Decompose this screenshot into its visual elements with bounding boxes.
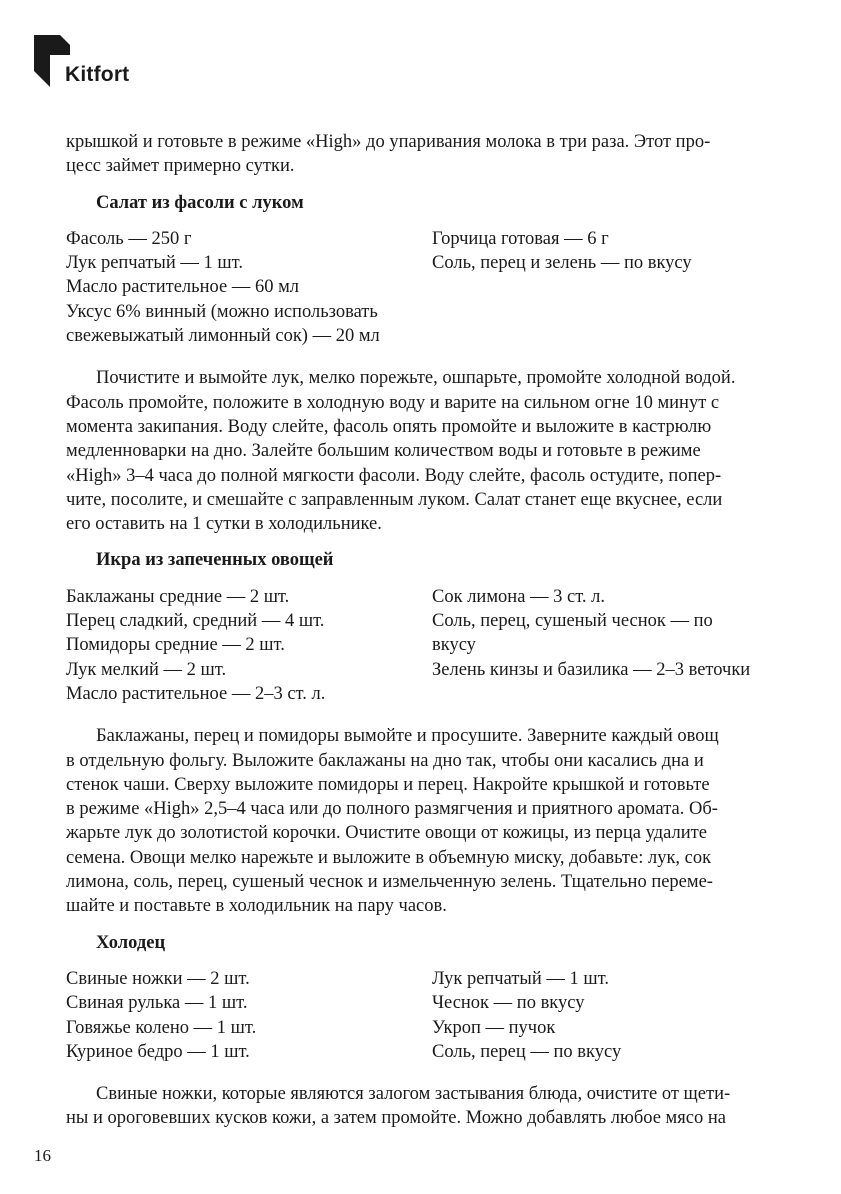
recipe-instructions [66, 724, 778, 918]
ingredient-item: Сок лимона — 3 ст. л. [432, 586, 606, 607]
ingredient-item: вкусу [432, 635, 476, 656]
ingredient-item: Куриное бедро — 1 шт. [66, 1041, 250, 1062]
text-line: в отдельную фольгу. Выложите баклажаны на дно так, чтобы они касались дна и [66, 750, 704, 771]
text-line: лимона, соль, перец, сушеный чеснок и измельченную зелень. Тщательно переме- [66, 872, 713, 893]
brand-name: Kitfort [65, 63, 130, 86]
text-line: «High» 3–4 часа до полной мягкости фасоли. Воду слейте, фасоль остудите, попер- [66, 465, 722, 486]
ingredients-left-column [66, 967, 432, 1064]
ingredient-item: Масло растительное — 2–3 ст. л. [66, 683, 326, 704]
text-line: семена. Овощи мелко нарежьте и выложите в объемную миску, добавьте: лук, сок [66, 847, 712, 868]
ingredient-item: Перец сладкий, средний — 4 шт. [66, 611, 325, 632]
ingredient-item: Зелень кинзы и базилика — 2–3 веточки [432, 659, 751, 680]
ingredients-left-column [66, 227, 432, 348]
text-line: его оставить на 1 сутки в холодильнике. [66, 514, 382, 535]
text-line: Почистите и вымойте лук, мелко порежьте, ошпарьте, промойте холодной водой. [96, 368, 736, 389]
text-line: чите, посолите, и смешайте с заправленным луком. Салат станет еще вкуснее, если [66, 489, 723, 510]
text-line: Фасоль промойте, положите в холодную воду и варите на сильном огне 10 минут с [66, 392, 720, 413]
ingredients-right-column [432, 227, 778, 348]
ingredients-list [66, 967, 778, 1064]
recipe-title: Холодец [96, 932, 166, 953]
ingredient-item: Баклажаны средние — 2 шт. [66, 586, 290, 607]
text-line: Свиные ножки, которые являются залогом застывания блюда, очистите от щети- [96, 1084, 731, 1105]
ingredients-right-column [432, 585, 778, 706]
ingredient-item: Горчица готовая — 6 г [432, 228, 609, 249]
text-line: шайте и поставьте в холодильник на пару часов. [66, 896, 447, 917]
ingredient-item: Свиная рулька — 1 шт. [66, 993, 248, 1014]
ingredients-list [66, 227, 778, 348]
ingredients-right-column [432, 967, 778, 1064]
ingredient-item: Фасоль — 250 г [66, 228, 192, 249]
text-line: крышкой и готовьте в режиме «High» до упаривания молока в три раза. Этот про- [66, 132, 711, 152]
page-content [66, 130, 778, 1131]
recipe-title: Салат из фасоли с луком [96, 192, 304, 213]
ingredient-item: Свиные ножки — 2 шт. [66, 968, 250, 989]
text-line: цесс займет примерно сутки. [66, 156, 295, 177]
ingredient-item: Уксус 6% винный (можно использовать [66, 301, 378, 322]
ingredient-item: Соль, перец и зелень — по вкусу [432, 253, 692, 274]
intro-paragraph [66, 130, 778, 179]
text-line: медленноварки на дно. Залейте большим количеством воды и готовьте в режиме [66, 441, 701, 462]
page-number: 16 [34, 1146, 51, 1165]
ingredient-item: Говяжье колено — 1 шт. [66, 1017, 257, 1038]
ingredient-item: Помидоры средние — 2 шт. [66, 635, 285, 656]
recipe-instructions [66, 1082, 778, 1131]
text-line: Баклажаны, перец и помидоры вымойте и просушите. Заверните каждый овощ [96, 726, 719, 747]
ingredients-list [66, 585, 778, 706]
ingredient-item: Лук репчатый — 1 шт. [66, 253, 243, 274]
ingredient-item: Соль, перец — по вкусу [432, 1041, 622, 1062]
ingredient-item: Лук репчатый — 1 шт. [432, 968, 609, 989]
kitfort-logo [34, 35, 154, 90]
ingredient-item: Чеснок — по вкусу [432, 993, 585, 1014]
text-line: жарьте лук до золотистой корочки. Очистите овощи от кожицы, из перца удалите [66, 823, 707, 844]
ingredient-item: Соль, перец, сушеный чеснок — по [432, 611, 713, 632]
ingredient-item: Укроп — пучок [432, 1017, 556, 1038]
text-line: момента закипания. Воду слейте, фасоль опять промойте и выложите в кастрюлю [66, 416, 712, 437]
text-line: ны и ороговевших кусков кожи, а затем промойте. Можно добавлять любое мясо на [66, 1108, 726, 1129]
recipe-title: Икра из запеченных овощей [96, 550, 334, 571]
ingredient-item: свежевыжатый лимонный сок) — 20 мл [66, 326, 380, 347]
text-line: стенок чаши. Сверху выложите помидоры и перец. Накройте крышкой и готовьте [66, 774, 710, 795]
ingredient-item: Масло растительное — 60 мл [66, 277, 300, 298]
ingredient-item: Лук мелкий — 2 шт. [66, 659, 227, 680]
recipe-instructions [66, 366, 778, 536]
ingredients-left-column [66, 585, 432, 706]
text-line: в режиме «High» 2,5–4 часа или до полного размягчения и приятного аромата. Об- [66, 799, 718, 820]
